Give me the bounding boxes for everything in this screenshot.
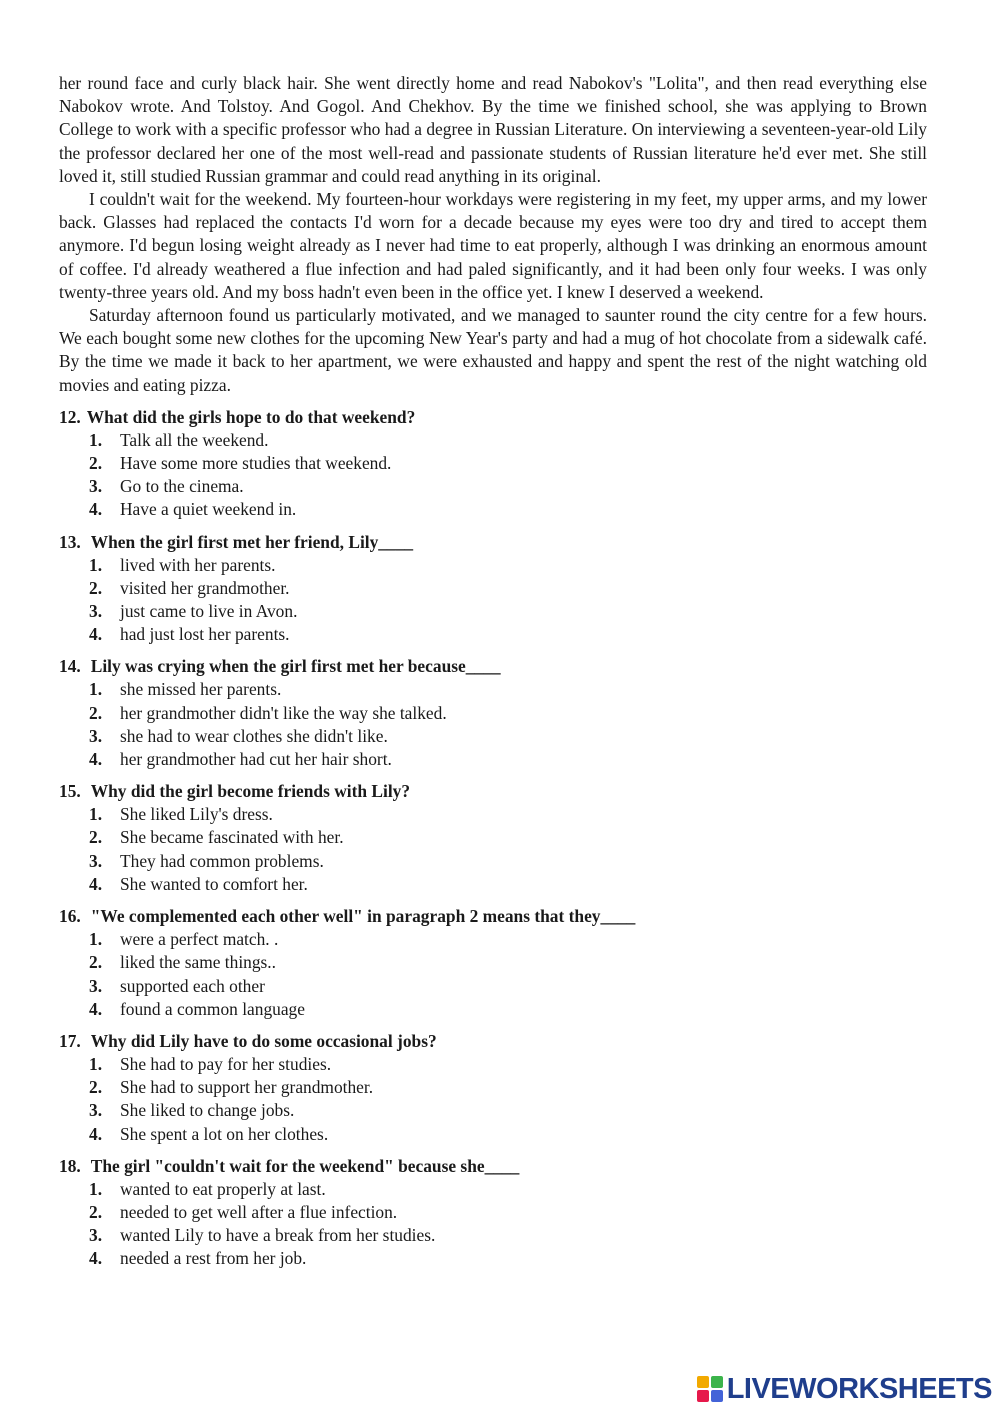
option-text: She had to support her grandmother.: [120, 1077, 374, 1098]
question-heading: [59, 905, 927, 928]
option-number: 3.: [89, 1100, 103, 1121]
answer-option[interactable]: [59, 1201, 927, 1224]
question-number: 16.: [59, 906, 81, 927]
option-text: Have a quiet weekend in.: [120, 499, 297, 520]
answer-option[interactable]: [59, 678, 927, 701]
option-number: 4.: [89, 749, 103, 770]
question-14: [59, 655, 927, 771]
answer-option[interactable]: [59, 998, 927, 1021]
answer-option[interactable]: [59, 1099, 927, 1122]
option-text: lived with her parents.: [120, 554, 276, 575]
question-number: 15.: [59, 781, 81, 802]
question-number: 12.: [59, 406, 81, 427]
option-text: wanted Lily to have a break from her studies.: [120, 1225, 436, 1246]
question-text: "We complemented each other well" in paragraph 2 means that they____: [90, 906, 636, 927]
answer-option[interactable]: [59, 702, 927, 725]
question-number: 14.: [59, 656, 81, 677]
option-text: supported each other: [120, 975, 265, 996]
option-text: needed a rest from her job.: [120, 1248, 307, 1269]
answer-option[interactable]: [59, 452, 927, 475]
option-number: 4.: [89, 873, 103, 894]
worksheet-page: [59, 72, 927, 1271]
option-number: 4.: [89, 624, 103, 645]
question-heading: [59, 406, 927, 429]
option-number: 4.: [89, 998, 103, 1019]
option-number: 2.: [89, 1201, 103, 1222]
option-text: liked the same things..: [120, 952, 277, 973]
answer-option[interactable]: [59, 928, 927, 951]
answer-option[interactable]: [59, 803, 927, 826]
brand-wordmark: LIVEWORKSHEETS: [726, 1372, 992, 1405]
option-text: She had to pay for her studies.: [120, 1053, 332, 1074]
answer-option[interactable]: [59, 475, 927, 498]
question-17: [59, 1030, 927, 1146]
option-text: Talk all the weekend.: [120, 429, 269, 450]
option-number: 3.: [89, 725, 103, 746]
option-number: 4.: [89, 1123, 103, 1144]
option-number: 3.: [89, 850, 103, 871]
question-text: The girl "couldn't wait for the weekend" because she____: [90, 1155, 520, 1176]
option-number: 1.: [89, 929, 103, 950]
answer-option[interactable]: [59, 1123, 927, 1146]
option-number: 2.: [89, 577, 103, 598]
question-number: 18.: [59, 1155, 81, 1176]
question-number: 17.: [59, 1030, 81, 1051]
option-number: 3.: [89, 1225, 103, 1246]
option-text: She spent a lot on her clothes.: [120, 1123, 329, 1144]
question-text: Why did the girl become friends with Lily?: [90, 781, 411, 802]
answer-option[interactable]: [59, 1224, 927, 1247]
passage-paragraph: Saturday afternoon found us particularly motivated, and we managed to saunter round the city centre for a few hours. We each bought some new clothes for the upcoming New Year's party and had a mug of hot chocolate from a sidewalk café. By the time we made it back to her apartment, we were exhausted and happy and spent the rest of the night watching old movies and eating pizza.: [59, 305, 927, 395]
reading-passage: [59, 72, 927, 397]
passage-paragraph: I couldn't wait for the weekend. My fourteen-hour workdays were registering in my feet, my upper arms, and my lower back. Glasses had replaced the contacts I'd worn for a decade because my eyes were too dry and tired to accept them anymore. I'd begun losing weight already as I never had time to eat properly, although I was drinking an enormous amount of coffee. I'd already weathered a flue infection and had paled significantly, and it had been only four weeks. I was only twenty-three years old. And my boss hadn't even been in the office yet. I knew I deserved a weekend.: [59, 189, 927, 302]
question-12: [59, 406, 927, 522]
answer-option[interactable]: [59, 429, 927, 452]
passage-paragraph: her round face and curly black hair. She went directly home and read Nabokov's "Lolita", and then read everything else Nabokov wrote. And Tolstoy. And Gogol. And Chekhov. By the time we finished school, she was applying to Brown College to work with a specific professor who had a degree in Russian Literature. On interviewing a seventeen-year-old Lily the professor declared her one of the most well-read and passionate students of Russian literature he'd ever met. She still loved it, still studied Russian grammar and could read anything in its original.: [59, 73, 927, 186]
option-number: 1.: [89, 554, 103, 575]
option-number: 3.: [89, 975, 103, 996]
option-text: She became fascinated with her.: [120, 827, 344, 848]
option-text: She wanted to comfort her.: [120, 873, 308, 894]
option-text: needed to get well after a flue infection.: [120, 1201, 398, 1222]
answer-option[interactable]: [59, 554, 927, 577]
answer-option[interactable]: [59, 850, 927, 873]
option-text: wanted to eat properly at last.: [120, 1178, 326, 1199]
question-list: [59, 406, 927, 1271]
answer-option[interactable]: [59, 725, 927, 748]
option-number: 3.: [89, 601, 103, 622]
option-text: They had common problems.: [120, 850, 324, 871]
option-number: 4.: [89, 1248, 103, 1269]
answer-option[interactable]: [59, 1178, 927, 1201]
question-13: [59, 531, 927, 647]
option-text: just came to live in Avon.: [120, 601, 298, 622]
option-number: 2.: [89, 1077, 103, 1098]
question-text: When the girl first met her friend, Lily____: [90, 531, 414, 552]
answer-option[interactable]: [59, 623, 927, 646]
question-number: 13.: [59, 531, 81, 552]
option-number: 2.: [89, 702, 103, 723]
answer-option[interactable]: [59, 1247, 927, 1270]
answer-option[interactable]: [59, 748, 927, 771]
option-number: 2.: [89, 827, 103, 848]
answer-option[interactable]: [59, 975, 927, 998]
option-text: she had to wear clothes she didn't like.: [120, 725, 388, 746]
answer-option[interactable]: [59, 577, 927, 600]
liveworksheets-brand[interactable]: [697, 1369, 992, 1409]
question-heading: [59, 531, 927, 554]
answer-option[interactable]: [59, 873, 927, 896]
question-16: [59, 905, 927, 1021]
question-heading: [59, 1030, 927, 1053]
option-number: 2.: [89, 952, 103, 973]
question-heading: [59, 1155, 927, 1178]
option-text: found a common language: [120, 998, 305, 1019]
option-text: She liked to change jobs.: [120, 1100, 295, 1121]
question-heading: [59, 655, 927, 678]
question-text: Lily was crying when the girl first met her because____: [90, 656, 501, 677]
answer-option[interactable]: [59, 498, 927, 521]
question-heading: [59, 780, 927, 803]
option-text: She liked Lily's dress.: [120, 804, 273, 825]
liveworksheets-logo-icon: [697, 1376, 723, 1402]
answer-option[interactable]: [59, 1053, 927, 1076]
option-text: she missed her parents.: [120, 679, 282, 700]
option-text: her grandmother didn't like the way she talked.: [120, 702, 447, 723]
question-text: Why did Lily have to do some occasional jobs?: [90, 1030, 437, 1051]
question-18: [59, 1155, 927, 1271]
option-number: 4.: [89, 499, 103, 520]
answer-option[interactable]: [59, 1076, 927, 1099]
question-15: [59, 780, 927, 896]
option-number: 1.: [89, 429, 103, 450]
answer-option[interactable]: [59, 826, 927, 849]
option-text: Go to the cinema.: [120, 476, 244, 497]
option-number: 1.: [89, 1178, 103, 1199]
option-number: 1.: [89, 679, 103, 700]
option-text: were a perfect match. .: [120, 929, 279, 950]
option-number: 3.: [89, 476, 103, 497]
option-text: visited her grandmother.: [120, 577, 290, 598]
option-text: her grandmother had cut her hair short.: [120, 749, 392, 770]
answer-option[interactable]: [59, 600, 927, 623]
answer-option[interactable]: [59, 951, 927, 974]
option-number: 1.: [89, 804, 103, 825]
option-number: 2.: [89, 453, 103, 474]
option-number: 1.: [89, 1053, 103, 1074]
option-text: Have some more studies that weekend.: [120, 453, 392, 474]
question-text: What did the girls hope to do that weekend?: [86, 406, 416, 427]
option-text: had just lost her parents.: [120, 624, 290, 645]
